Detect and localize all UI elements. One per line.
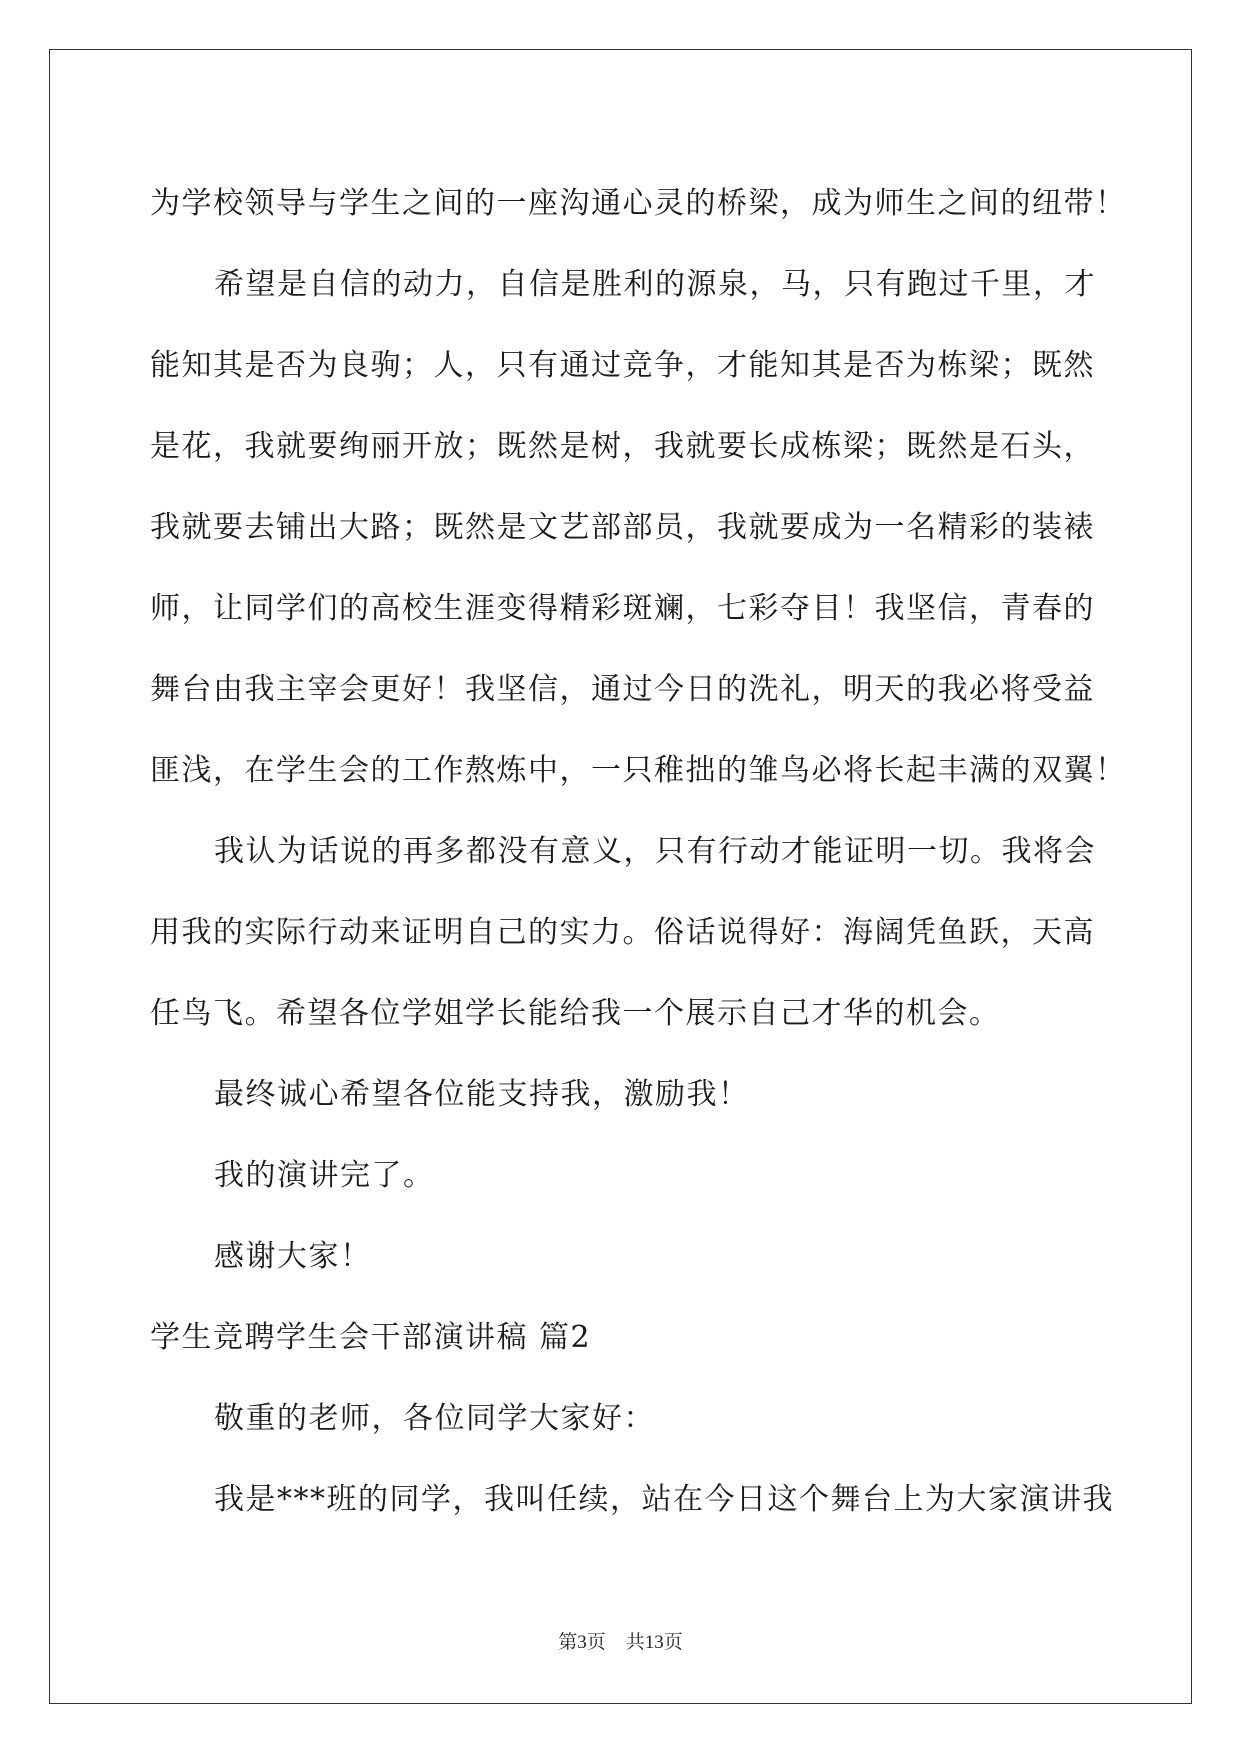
paragraph-start-line: 我认为话说的再多都没有意义，只有行动才能证明一切。我将会 (214, 834, 1096, 869)
paragraph-start-line: 希望是自信的动力，自信是胜利的源泉，马，只有跑过千里，才 (214, 267, 1096, 302)
text-line: 任鸟飞。希望各位学姐学长能给我一个展示自己才华的机会。 (150, 996, 1001, 1031)
document-body (150, 163, 1127, 1540)
paragraph-start-line: 最终诚心希望各位能支持我，激励我！ (214, 1077, 750, 1112)
text-line: 用我的实际行动来证明自己的实力。俗话说得好：海阔凭鱼跃，天高 (150, 915, 1095, 950)
paragraph-start-line: 我是***班的同学，我叫任续，站在今日这个舞台上为大家演讲我 (214, 1482, 1114, 1517)
text-line: 能知其是否为良驹；人，只有通过竞争，才能知其是否为栋梁；既然 (150, 348, 1095, 383)
total-pages: 共13页 (625, 1632, 683, 1653)
text-line: 我就要去铺出大路；既然是文艺部部员，我就要成为一名精彩的装裱 (150, 510, 1095, 545)
text-line: 是花，我就要绚丽开放；既然是树，我就要长成栋梁；既然是石头， (150, 429, 1095, 464)
text-line: 舞台由我主宰会更好！我坚信，通过今日的洗礼，明天的我必将受益 (150, 672, 1095, 707)
section-heading: 学生竞聘学生会干部演讲稿 篇2 (150, 1320, 592, 1355)
page-footer (0, 1627, 1241, 1654)
page-number: 第3页 (558, 1632, 606, 1653)
text-line: 匪浅，在学生会的工作熬炼中，一只稚拙的雏鸟必将长起丰满的双翼！ (150, 753, 1127, 788)
paragraph-start-line: 敬重的老师，各位同学大家好： (214, 1401, 655, 1436)
paragraph-start-line: 我的演讲完了。 (214, 1158, 435, 1193)
paragraph-start-line: 感谢大家！ (214, 1239, 372, 1274)
text-line: 为学校领导与学生之间的一座沟通心灵的桥梁，成为师生之间的纽带！ (150, 186, 1127, 221)
text-line: 师，让同学们的高校生涯变得精彩斑斓，七彩夺目！我坚信，青春的 (150, 591, 1095, 626)
